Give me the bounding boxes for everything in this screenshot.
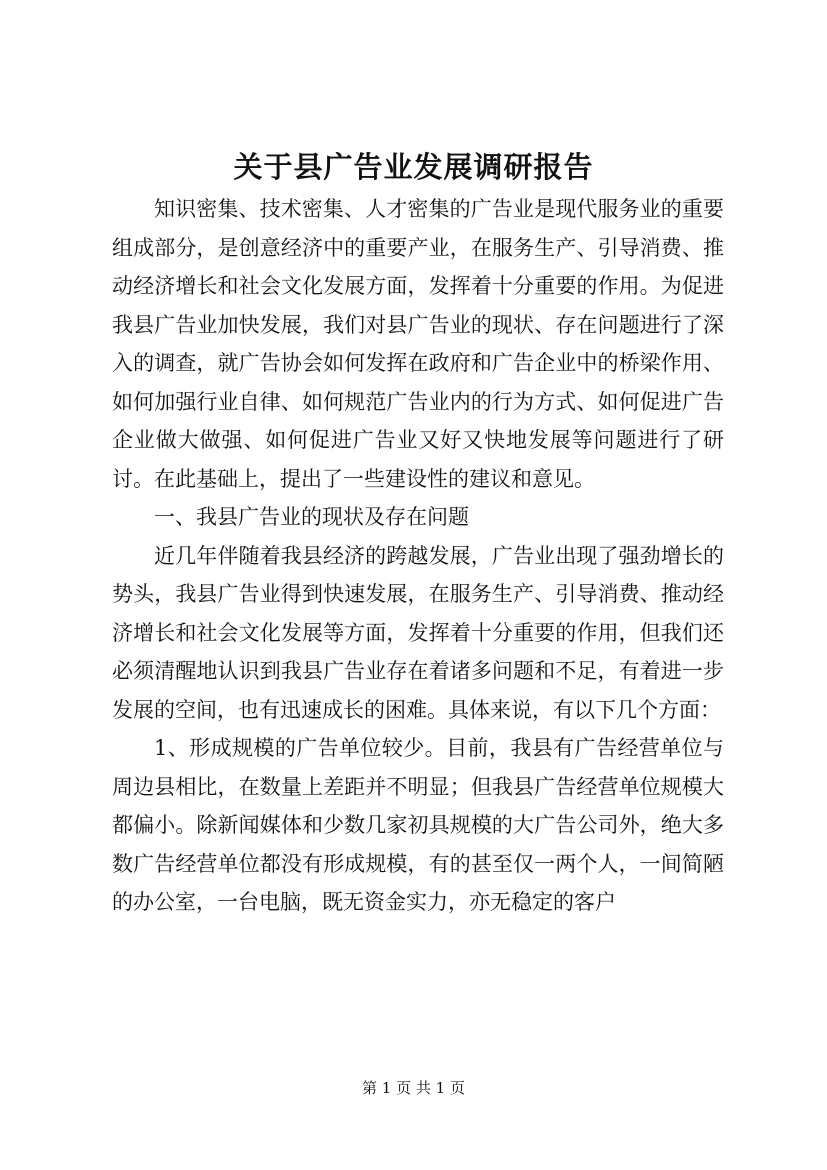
page-footer: 第 1 页 共 1 页 xyxy=(362,1079,465,1097)
paragraph-intro: 知识密集、技术密集、人才密集的广告业是现代服务业的重要组成部分，是创意经济中的重要产业，在服务生产、引导消费、推动经济增长和社会文化发展方面，发挥着十分重要的作用。为促进我县广告业加快发展，我们对县广告业的现状、存在问题进行了深入的调查，就广告协会如何发挥在政府和广告企业中的桥梁作用、如何加强行业自律、如何规范广告业内的行为方式、如何促进广告企业做大做强、如何促进广告业又好又快地发展等问题进行了研讨。在此基础上，提出了一些建设性的建议和意见。 xyxy=(112,197,724,491)
paragraph-point-1: 1、形成规模的广告单位较少。目前，我县有广告经营单位与周边县相比，在数量上差距并不明显；但我县广告经营单位规模大都偏小。除新闻媒体和少数几家初具规模的大广告公司外，绝大多数广告经营单位都没有形成规模，有的甚至仅一两个人，一间简陋的办公室，一台电脑，既无资金实力，亦无稳定的客户 xyxy=(112,736,724,914)
section-heading: 一、我县广告业的现状及存在问题 xyxy=(154,505,469,529)
document-title: 关于县广告业发展调研报告 xyxy=(233,150,594,184)
paragraph-status: 近几年伴随着我县经济的跨越发展，广告业出现了强劲增长的势头，我县广告业得到快速发展，在服务生产、引导消费、推动经济增长和社会文化发展等方面，发挥着十分重要的作用，但我们还必须清醒地认识到我县广告业存在着诸多问题和不足，有着进一步发展的空间，也有迅速成长的困难。具体来说，有以下几个方面： xyxy=(112,543,724,722)
document-body xyxy=(112,190,724,922)
